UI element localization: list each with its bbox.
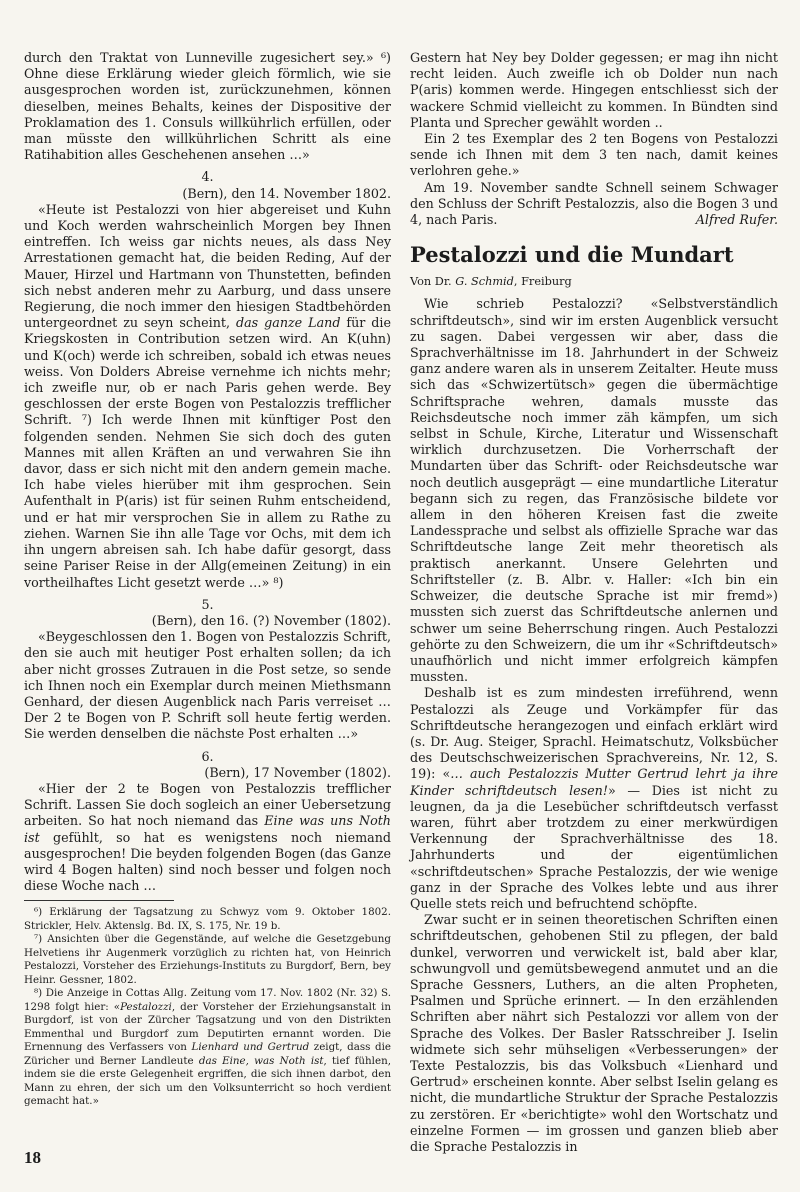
letter-6-continuation: Gestern hat Ney bey Dolder gegessen; er mag ihn nicht recht leiden. Auch zweifle ich ob Dolder nun nach P(aris) kommen werde. Hingegen entschliesst sich der wackere Schmid vielleicht zu kommen. In Bündten sind Planta und Sprecher gewählt worden .. xyxy=(410,50,778,130)
footnote-8: ⁸) Die Anzeige in Cottas Allg. Zeitung vom 17. Nov. 1802 (Nr. 32) S. 1298 folgt hier: «Pestalozzi, der Vorsteher der Erziehungsanstalt in Burgdorf, ist von der Zürcher Tagsatzung und von den Distrikten Emmenthal und Burgdorf zum Deputirten ernannt worden. Die Ernennung des Verfassers von Lienhard und Gertrud zeigt, dass die Züricher und Berner Landleute das Eine, was Noth ist, tief fühlen, indem sie die erste Gelegenheit ergriffen, die sich ihnen darbot, den Mann zu ehren, der sich um den Volksunterricht so hoch verdient gemacht hat.» xyxy=(24,987,391,1108)
letter-6-closing: Ein 2 tes Exemplar des 2 ten Bogens von Pestalozzi sende ich Ihnen mit dem 3 ten nach, damit keines verlohren gehe.» xyxy=(410,131,778,179)
letter-4-body: «Heute ist Pestalozzi von hier abgereiset und Kuhn und Koch werden wahrscheinlich Morgen bey Ihnen eintreffen. Ich weiss gar nichts neues, als dass Ney Arrestationen gemacht hat, die beiden Reding, Auf der Mauer, Hirzel und Hartmann von Thunstetten, befinden sich nebst anderen mehr zu Aarburg, und dass unsere Regierung, die noch immer den hiesigen Stadtbehörden untergeordnet zu seyn scheint, das ganze Land für die Kriegskosten in Contribution setzen wird. An K(uhn) und K(och) werde ich schreiben, sobald ich etwas neues weiss. Von Dolders Abreise vernehme ich nichts mehr; ich zweifle nur, ob er nach Paris gehen werde. Bey geschlossen der erste Bogen von Pestalozzis trefflicher Schrift. ⁷) Ich werde Ihnen mit künftiger Post den folgenden senden. Nehmen Sie sich doch des guten Mannes mit allen Kräften an und verwahren Sie ihn davor, dass er sich nicht mit den andern gemein mache. Ich habe vieles hierüber mit ihm gesprochen. Sein Aufenthalt in P(aris) ist für seinen Ruhm entscheidend, und er hat mir versprochen Sie in allem zu Rathe zu ziehen. Warnen Sie ihn alle Tage vor Ochs, mit dem ich ihn ungern abreisen sah. Ich habe dafür gesorgt, dass seine Pariser Reise in der Allg(emeinen Zeitung) in ein vortheilhaftes Licht gesetzt werde …» ⁸) xyxy=(24,201,391,590)
letter-6-body: «Hier der 2 te Bogen von Pestalozzis trefflicher Schrift. Lassen Sie doch sogleich an einer Uebersetzung arbeiten. So hat noch niemand das Eine was uns Noth ist gefühlt, so hat es wenigstens noch niemand ausgesprochen! Die beyden folgenden Bogen (das Ganze wird 4 Bogen halten) sind noch besser und folgen noch diese Woche nach … xyxy=(24,780,391,894)
letter-5-number: 5. xyxy=(201,596,214,612)
letter-3-end-paragraph: durch den Traktat von Lunneville zugesichert sey.» ⁶) Ohne diese Erklärung wieder gleich förmlich, wie sie ausgesprochen worden ist, zurückzunehmen, können dieselben, meines Behalts, keines der Dispositive der Proklamation des 1. Consuls willkührlich erfüllen, oder man müsste den willkührlichen Schritt als eine Ratihabition alles Geschehenen ansehen …» xyxy=(24,50,391,163)
article-paragraph-3: Zwar sucht er in seinen theoretischen Schriften einen schriftdeutschen, gehobenen Stil zu pflegen, der bald dunkel, verworren und verwickelt ist, bald aber klar, schwungvoll und gemütsbewegend anmutet und an die Sprache Gessners, Luthers, an die alten Propheten, Psalmen und Sprüche erinnert. — In den erzählenden Schriften aber nährt sich Pestalozzi vor allem von der Sprache des Volkes. Der Basler Ratsschreiber J. Iselin widmete sich sehr mühseligen «Verbesserungen» der Texte Pestalozzis, bis das Volksbuch «Lienhard und Gertrud» erscheinen konnte. Aber selbst Iselin gelang es nicht, die mundartliche Struktur der Sprache Pestalozzis zu zerstören. Er «berichtigte» wohl den Wortschatz und einzelne Formen — im grossen und ganzen blieb aber die Sprache Pestalozzis in xyxy=(410,912,778,1154)
footnote-7: ⁷) Ansichten über die Gegenstände, auf welche die Gesetzgebung Helvetiens ihr Augenmerk vorzüglich zu richten hat, von Heinrich Pestalozzi, Vorsteher des Erziehungs-Instituts zu Burgdorf, Bern, bey Heinr. Gessner, 1802. xyxy=(24,933,391,986)
letter-4-number: 4. xyxy=(201,169,214,185)
letter-4-date: (Bern), den 14. November 1802. xyxy=(182,185,391,201)
letter-6-date: (Bern), 17 November (1802). xyxy=(204,764,391,780)
footnote-divider xyxy=(24,900,174,901)
letter-5-date: (Bern), den 16. (?) November (1802). xyxy=(151,612,391,628)
article-paragraph-2: Deshalb ist es zum mindesten irreführend, wenn Pestalozzi als Zeuge und Vorkämpfer für das Schriftdeutsche herangezogen und einfach erklärt wird (s. Dr. Aug. Steiger, Sprachl. Heimatschutz, Volksbücher des Deutschschweizerischen Sprachvereins, Nr. 12, S. 19): «… auch Pestalozzis Mutter Gertrud lehrt ja ihre Kinder schriftdeutsch lesen!» — Dies ist nicht zu leugnen, da ja die Lesebücher schriftdeutsch verfasst waren, führt aber trotzdem zu einer merkwürdigen Verkennung der Sprachverhältnisse des 18. Jahrhunderts und der eigentümlichen «schriftdeutschen» Sprache Pestalozzis, der wie wenige ganz in der Sprache des Volkes lebte und aus ihrer Quelle stets reich und befruchtend schöpfte. xyxy=(410,685,779,911)
article-title: Pestalozzi und die Mundart xyxy=(410,242,734,268)
article-byline: Von Dr. G. Schmid, Freiburg xyxy=(410,275,572,289)
letter-6-number: 6. xyxy=(201,748,214,764)
letter-5-body: «Beygeschlossen den 1. Bogen von Pestalozzis Schrift, den sie auch mit heutiger Post erhalten sollen; da ich aber nicht grosses Zutrauen in die Post setze, so sende ich Ihnen noch ein Exemplar durch meinen Miethsmann Genhard, der diesen Augenblick nach Paris verreiset … Der 2 te Bogen von P. Schrift soll heute fertig werden. Sie werden denselben die nächste Post erhalten …» xyxy=(24,629,391,742)
editorial-note: Am 19. November sandte Schnell seinem Schwager den Schluss der Schrift Pestalozzis, also die Bogen 3 und 4, nach Paris. Alfred Rufer. xyxy=(410,179,778,228)
footnote-6: ⁶) Erklärung der Tagsatzung zu Schwyz vom 9. Oktober 1802. Strickler, Helv. Aktenslg. Bd. IX, S. 175, Nr. 19 b. xyxy=(24,906,391,932)
author-signature: Alfred Rufer. xyxy=(695,212,778,228)
right-column xyxy=(410,50,778,1155)
article-paragraph-1: Wie schrieb Pestalozzi? «Selbstverständlich schriftdeutsch», sind wir im ersten Augenblick versucht zu sagen. Dabei vergessen wir aber, dass die Sprachverhältnisse im 18. Jahrhundert in der Schweiz ganz andere waren als in unserem Zeitalter. Heute muss sich das «Schwizertütsch» gegen die übermächtige Schriftsprache wehren, damals musste das Reichsdeutsche noch immer zäh kämpfen, um sich selbst in Schule, Kirche, Literatur und Wissenschaft wirklich durchzusetzen. Die Vorherrschaft der Mundarten über das Schrift- oder Reichsdeutsche war noch deutlich ausgeprägt — eine mundartliche Literatur begann sich zu regen, das Französische bildete vor allem in den höheren Kreisen fast die zweite Landessprache und selbst als offizielle Sprache war das Schriftdeutsche lange Zeit mehr theoretisch als praktisch anerkannt. Unsere Gelehrten und Schriftsteller (z. B. Albr. v. Haller: «Ich bin ein Schweizer, die deutsche Sprache ist mir fremd») mussten sich zuerst das Schriftdeutsche anlernen und schwer um seine Beherrschung ringen. Auch Pestalozzi gehörte zu den Schweizern, die um ihr «Schriftdeutsch» unaufhörlich und nicht immer erfolgreich kämpfen mussten. xyxy=(410,296,778,685)
left-column xyxy=(24,50,391,1109)
page-number: 18 xyxy=(24,1148,41,1167)
